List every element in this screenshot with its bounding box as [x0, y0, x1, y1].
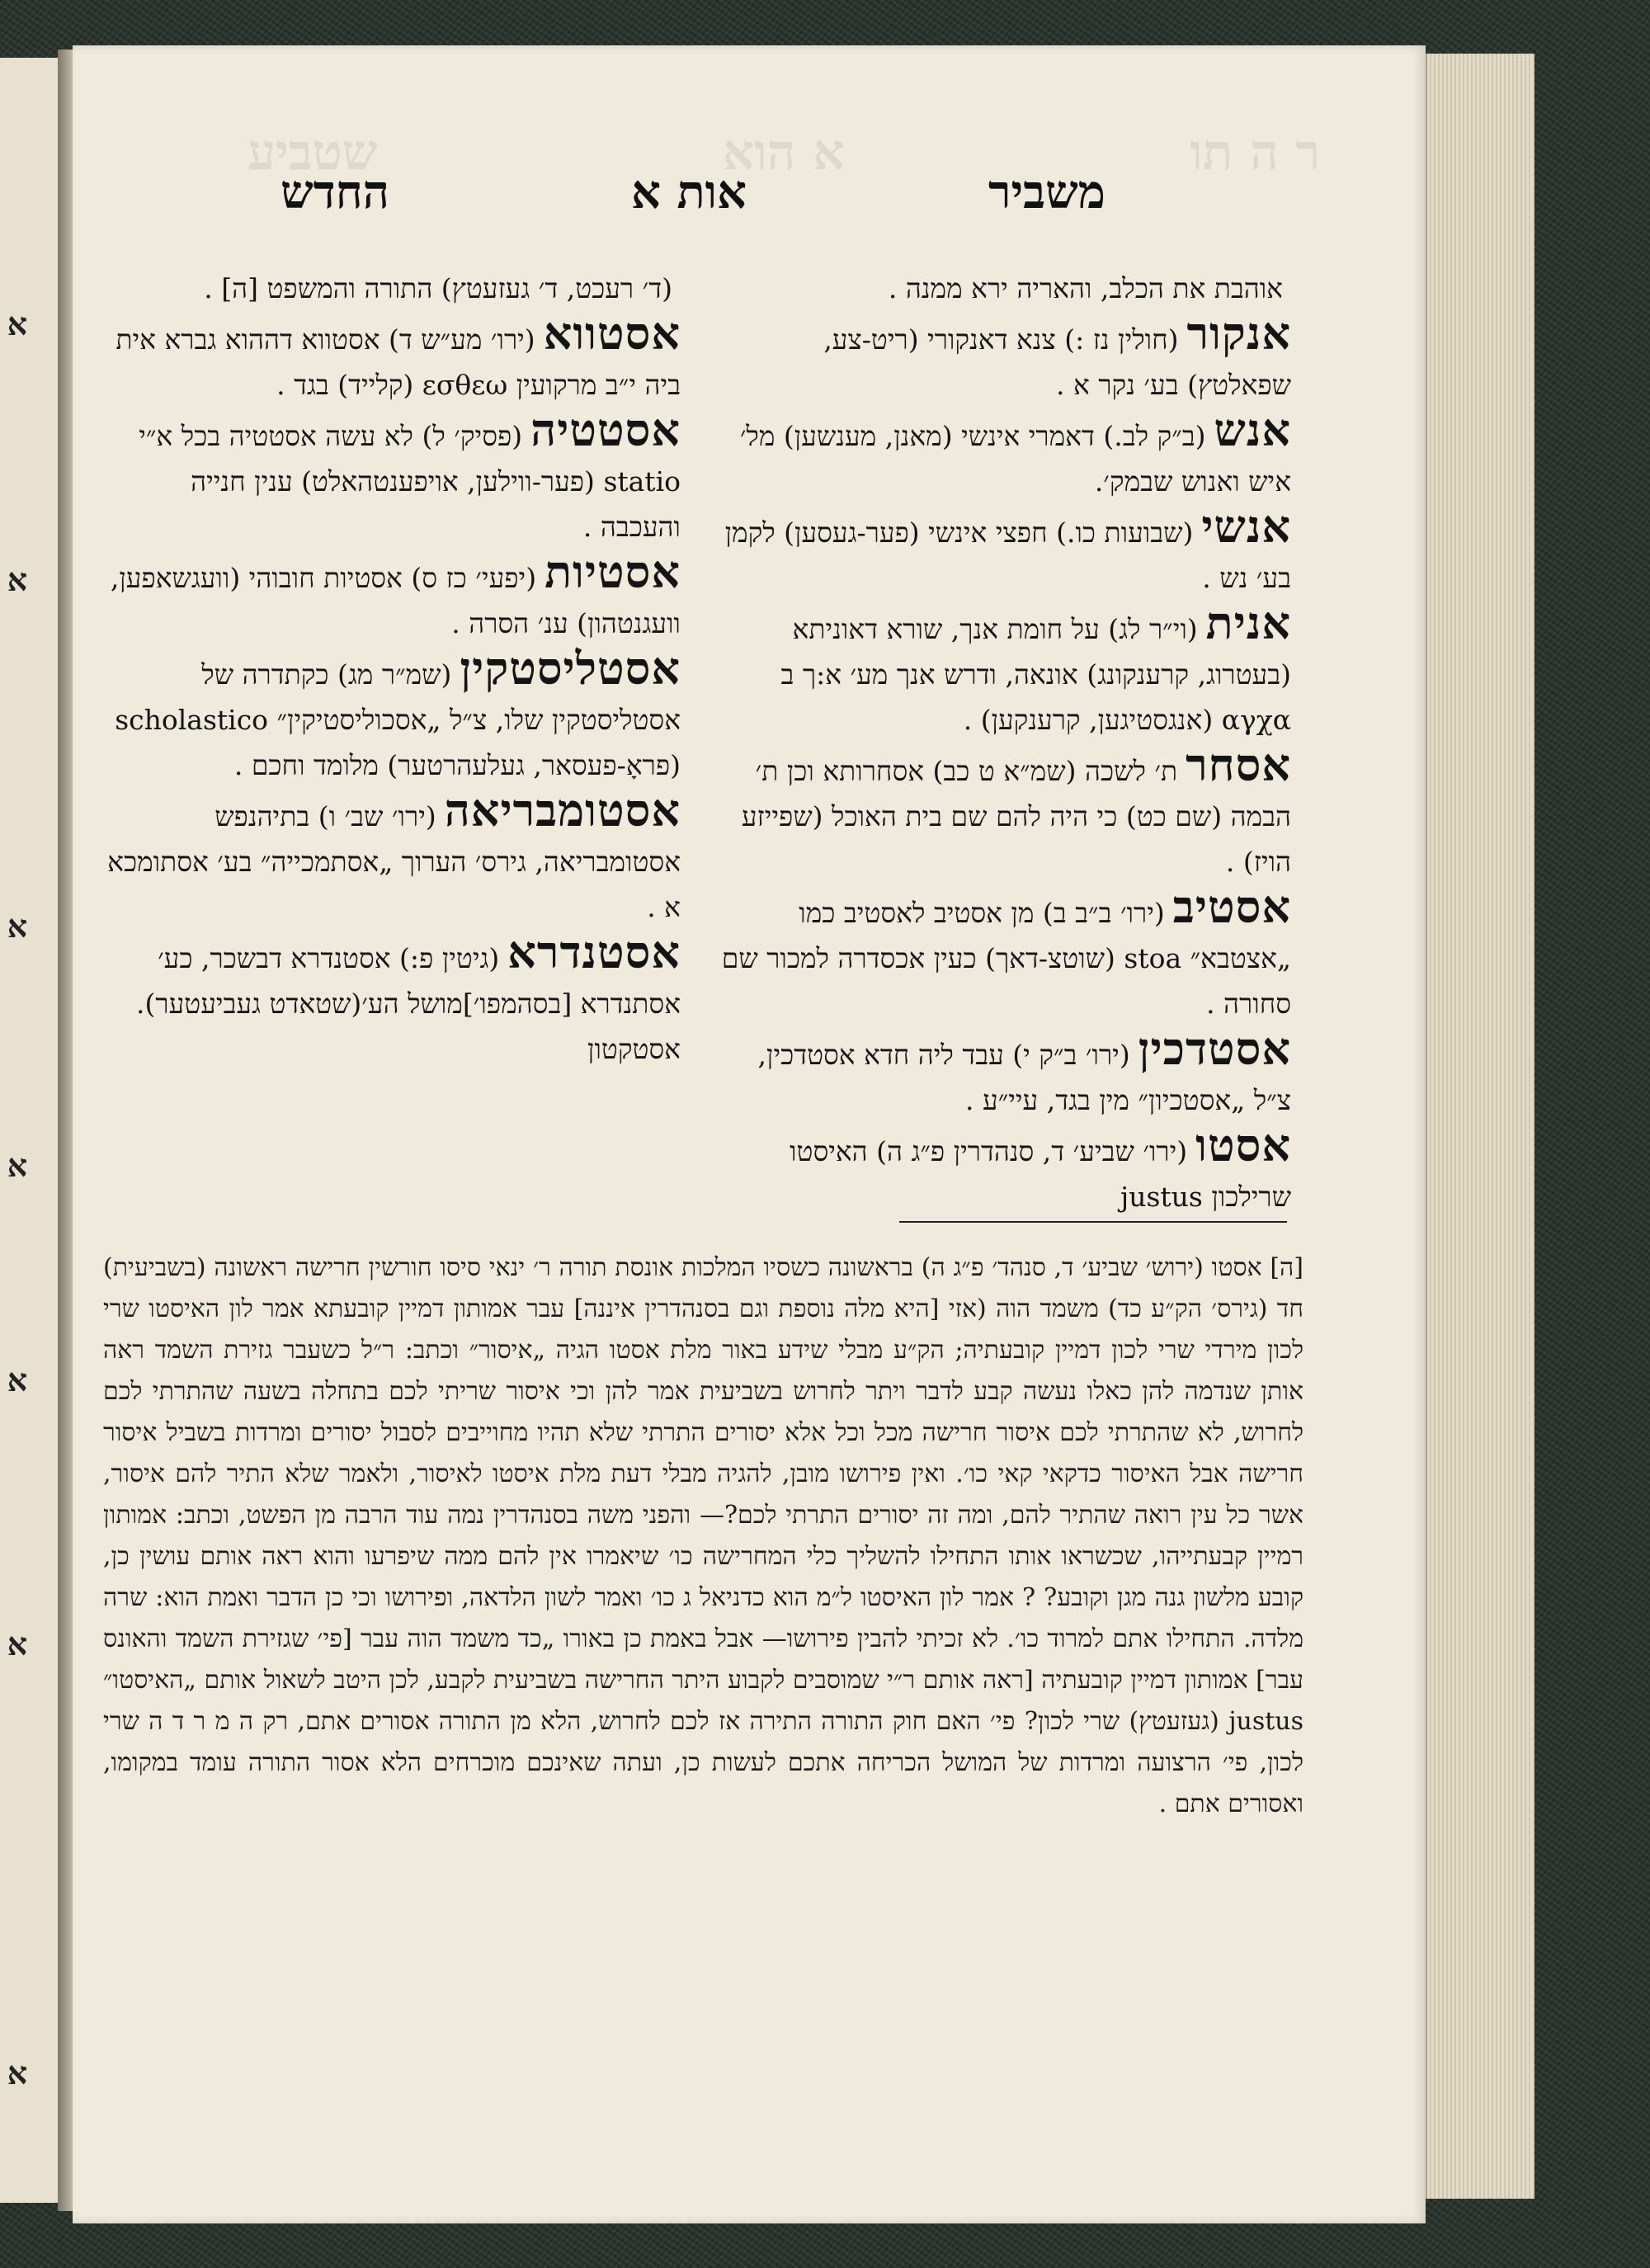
left-edge-mark: א — [7, 305, 28, 342]
entry-headword: אנית — [1205, 596, 1291, 649]
dictionary-entry — [714, 1119, 1291, 1219]
header-right: משביר — [988, 165, 1106, 219]
entry-text: (ירו׳ מע״ש ד) אסטווא דההוא גברא אית ביה י״ב מרקועין εσθεω (קלייד) בגד . — [116, 323, 681, 401]
dictionary-entry — [103, 307, 681, 408]
entry-text: (וי״ר לג) על חומת אנך, שורא דאוניתא (בעטרוג, קרענקונג) אונאה, ודרש אנך מע׳ א:ך ב αγχα (אנגסטיגען, קרענקען) . — [780, 613, 1291, 736]
footnote: [ה] אסטו (ירוש׳ שביע׳ ד, סנהד׳ פ״ג ה) בראשונה כשסיו המלכות אונסת תורה ר׳ ינאי סיסו חורשין חרישה ראשונה (בשביעית) חד (גירס׳ הק״ע כד) משמד הוה (אזי [היא מלה נוספת וגם בסנהדרין איננה] עבר אמותון דמיין קובעתא אמר לון האיסטו שרי לכון מירדי שרי לכון דמיין קובעתיה; הק״ע מבלי שידע באור מלת אסטו הגיה „איסור״ וכתב: ר״ל כשעבר גזירת השמד ראה אותן שנדמה להן כאלו נעשה קבע לדבר ויתר לחרוש בשביעית אמר להן וכי איסור שריתי לכם בתחלה בשעה שהתרתי לכם לחרוש, לא שהתרתי לכם איסור חרישה מכל וכל אלא יסורים התרתי שלא תהיו מחוייבים לסבול יסורים ומרדות בשביל איסור חרישה אבל האיסור כדקאי קאי כו׳. ואין פירושו מובן, להגיה מבלי דעת מלת איסטו לאיסור, ולאמר שלא התיר להם איסור, אשר כל עין רואה שהתיר להם, ומה זה יסורים התרתי לכם?— והפני משה בסנהדרין נמה עוד הרבה מן הפשט, וכתב: אמותון רמיין קבעתייהו, שכשראו אותו התחילו להשליך כלי המחרישה כו׳ שיאמרו אין להם ממה שיפרעו והוא ראה אותם עושין כן, קובע מלשון גנה מגן וקובע? ? אמר לון האיסטו ל״מ הוא כדניאל ג כו׳ ואמר לשון הלדאה, ופירושו וכי כן הדבר ואמת הוא: שרה מלדה. התחילו אתם למרוד כו׳. לא זכיתי להבין פירושו— אבל באמת כן באורו „כד משמד הוה עבר [פי׳ שגזירת השמד והאונס עבר] אמותון דמיין קובעתיה [ראה אותם ר״י שמוסבים לקבוע היתר החרישה בשביעית לקבע, לכן היטב לשאול אותם „האיסטו״ justus (געזעטץ) שרי לכון? פי׳ האם חוק התורה התירה אז לכם לחרוש, הלא מן התורה אסורים אתם, רק ה מ ר ד ה שרי לכון, פי׳ הרצועה ומרדות של המושל הכריחה אתכם לעשות כן, ועתה שאינכם מוכרחים הלא אסור התורה עומד במקומו, ואסורים אתם . — [103, 1253, 1304, 1818]
entry-text: (ירו׳ ב״ב ב) מן אסטיב לאסטיב כמו „אצטבא״ stoa (שוטצ-דאך) כעין אכסדרה למכור שם סחורה . — [721, 897, 1291, 1020]
dictionary-entry — [714, 307, 1291, 408]
header-left: החדש — [280, 165, 389, 219]
dictionary-entry — [714, 1022, 1291, 1123]
dictionary-entry — [714, 738, 1291, 884]
dictionary-entry — [714, 880, 1291, 1026]
entry-text: (ירו׳ שביע׳ ד, סנהדרין פ״ג ה) האיסטו שרילכון justus — [790, 1135, 1291, 1213]
entry-headword: אסטומבריאה — [444, 784, 681, 837]
header-center: אות א — [631, 165, 747, 219]
dictionary-columns — [103, 260, 1291, 1219]
entry-headword: אסטליסטקין — [460, 642, 681, 695]
ghost-word: ר ה תו — [1190, 124, 1320, 182]
entry-text: (פסיק׳ ל) לא עשה אסטטיה בכל א״י statio (פער-ווילען, אויפענטהאלט) ענין חנייה והעכבה . — [139, 420, 681, 543]
entry-text: (ד׳ רעכט, ד׳ געזעטץ) התורה והמשפט [ה] . — [204, 272, 672, 304]
left-edge-mark: א — [7, 1361, 28, 1398]
entry-headword: אסטו — [1195, 1119, 1291, 1172]
dictionary-entry — [714, 596, 1291, 743]
entry-text: (ירו׳ ב״ק י) עבד ליה חדא אסטדכין, צ״ל „אסטכיון״ מין בגד, עיי״ע . — [757, 1039, 1291, 1116]
entry-text: (חולין נז :) צנא דאנקורי (ריט-צע, שפאלטץ) בע׳ נקר א . — [823, 323, 1291, 401]
dictionary-entry — [103, 403, 681, 549]
ghost-word: שטביע — [248, 124, 378, 182]
left-column — [103, 260, 681, 1219]
entry-headword: אסטווא — [543, 307, 681, 360]
dictionary-entry — [103, 642, 681, 788]
dictionary-entry — [103, 260, 681, 311]
left-edge-mark: א — [7, 908, 28, 945]
entry-headword: אסטטיה — [530, 403, 681, 456]
entry-headword: אנקור — [1186, 307, 1291, 360]
left-edge-mark: א — [7, 1147, 28, 1184]
entry-text: (יפעי׳ כז ס) אסטיות חובוהי (וועגשאפען, וועגנטהון) ענ׳ הסרה . — [110, 562, 681, 639]
dictionary-entry — [714, 403, 1291, 504]
entry-text: אוהבת את הכלב, והאריה ירא ממנה . — [888, 272, 1283, 304]
left-edge-mark: א — [7, 561, 28, 598]
entry-headword: אסטנדרא — [507, 926, 681, 978]
dictionary-entry — [103, 926, 681, 1072]
dictionary-entry — [714, 500, 1291, 601]
entry-headword: אסטדכין — [1138, 1022, 1291, 1075]
entry-headword: אסחר — [1186, 738, 1291, 791]
entry-text: (גיטין פ:) אסטנדרא דבשכר, כע׳ אסתנדרא [בסהמפו׳]מושל הע׳(שטאדט געביעטער). אסטקטון — [136, 942, 681, 1065]
left-page-edge — [0, 58, 60, 2203]
entry-text: ת׳ לשכה (שמ״א ט כב) אסחרותא וכן ת׳ הבמה (שם כט) כי היה להם שם בית האוכל (שפייזע הויז) . — [741, 755, 1291, 878]
entry-text: (שמ״ר מג) כקתדרה של אסטליסטקין שלו, צ״ל „אסכוליסטיקין״ scholastico (פראָ-פעסאר, געלעהרטער) מלומד וחכם . — [115, 658, 681, 781]
footnote-divider — [899, 1221, 1287, 1223]
right-column — [714, 260, 1291, 1219]
entry-headword: אנש — [1214, 403, 1291, 456]
running-header — [280, 165, 1106, 219]
entry-headword: אסטיב — [1172, 880, 1291, 933]
dictionary-entry — [103, 545, 681, 646]
entry-headword: אסטיות — [544, 545, 681, 598]
page-stack-edge — [1426, 54, 1534, 2199]
entry-text: (ב״ק לב.) דאמרי אינשי (מאנן, מענשען) מל׳ איש ואנוש שבמק׳. — [739, 420, 1291, 497]
left-edge-mark: א — [7, 2054, 28, 2091]
entry-headword: אנשי — [1201, 500, 1291, 553]
ghost-word: א הוא — [722, 124, 845, 182]
book-gutter — [58, 50, 74, 2211]
left-edge-mark: א — [7, 1625, 28, 1662]
entry-text: (שבועות כו.) חפצי אינשי (פער-געסען) לקמן בע׳ נש . — [724, 516, 1291, 594]
dictionary-entry — [714, 260, 1291, 311]
entry-text: (ירו׳ שב׳ ו) בתיהנפש אסטומבריאה, גירס׳ הערוך „אסתמכייה״ בע׳ אסתומכא א . — [107, 800, 681, 923]
dictionary-entry — [103, 784, 681, 930]
